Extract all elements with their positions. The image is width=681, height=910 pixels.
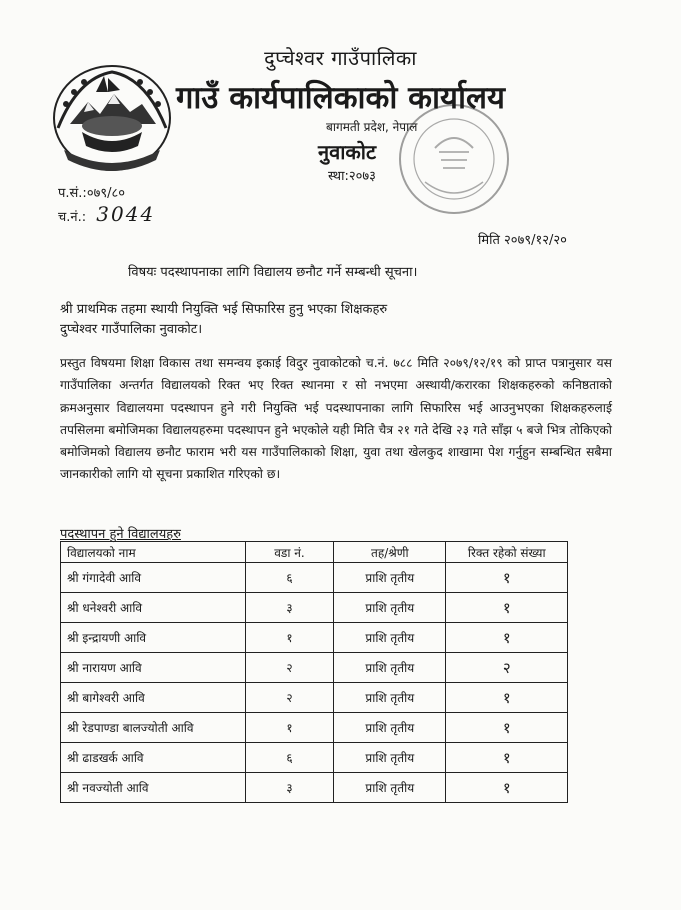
district-name: नुवाकोट <box>318 140 377 164</box>
header-ward-no: वडा नं. <box>245 542 333 563</box>
level: प्राशि तृतीय <box>334 653 446 683</box>
province-label: बागमती प्रदेश, नेपाल <box>326 120 418 134</box>
dispatch-number-handwritten: 3044 <box>96 202 156 226</box>
table-row <box>61 713 568 743</box>
table-row <box>61 563 568 593</box>
school-name: श्री गंगादेवी आवि <box>61 563 246 593</box>
vacancy-count: १ <box>446 713 568 743</box>
level: प्राशि तृतीय <box>334 683 446 713</box>
school-name: श्री ढाडखर्क आवि <box>61 743 246 773</box>
vacancy-count: १ <box>446 593 568 623</box>
dispatch-number <box>58 202 155 226</box>
addressee <box>60 300 387 340</box>
office-name: गाउँ कार्यपालिकाको कार्यालय <box>175 80 506 116</box>
vacancy-count: २ <box>446 653 568 683</box>
level: प्राशि तृतीय <box>334 593 446 623</box>
ward-no: १ <box>245 623 333 653</box>
vacancy-count: १ <box>446 773 568 803</box>
table-header-row <box>61 542 568 563</box>
table-row <box>61 623 568 653</box>
ward-no: २ <box>245 653 333 683</box>
header-vacancy-count: रिक्त रहेको संख्या <box>446 542 568 563</box>
letter-subject: विषयः पदस्थापनाका लागि विद्यालय छनौट गर्ने सम्बन्धी सूचना। <box>128 265 418 280</box>
school-name: श्री धनेश्वरी आवि <box>61 593 246 623</box>
established-year: स्था:२०७३ <box>328 169 376 184</box>
level: प्राशि तृतीय <box>334 713 446 743</box>
level: प्राशि तृतीय <box>334 773 446 803</box>
body-paragraph: प्रस्तुत विषयमा शिक्षा विकास तथा समन्वय इकाई विदुर नुवाकोटको च.नं. ७८८ मिति २०७९/१२/१९ को प्राप्त पत्रानुसार यस गाउँपालिका अन्तर्गत विद्यालयको रिक्त भए रिक्त स्थानमा र सो नभएमा अस्थायी/करारका शिक्षकहरुको कनिष्ठताको क्रमअनुसार विद्यालयमा पदस्थापन हुने गरी नियुक्ति भई पदस्थापनाका लागि सिफारिस भई आउनुभएका शिक्षकहरुलाई तपसिलमा बमोजिमका विद्यालयहरुमा पदस्थापन हुने भएकोले यही मिति चैत्र २१ गते देखि २३ गते साँझ ५ बजे भित्र तोकिएको बमोजिमको विद्यालय छनौट फाराम भरी यस गाउँपालिकाको शिक्षा, युवा तथा खेलकुद शाखामा पेश गर्नुहुन सम्बन्धित सबैमा जानकारीको लागि यो सूचना प्रकाशित गरिएको छ। <box>60 356 612 482</box>
ward-no: ६ <box>245 563 333 593</box>
level: प्राशि तृतीय <box>334 743 446 773</box>
table-row <box>61 593 568 623</box>
ward-no: १ <box>245 713 333 743</box>
school-name: श्री बागेश्वरी आवि <box>61 683 246 713</box>
table-title: पदस्थापन हुने विद्यालयहरु <box>60 527 181 542</box>
ward-no: ६ <box>245 743 333 773</box>
dispatch-label: च.नं.: <box>58 210 87 225</box>
letter-date: मिति २०७९/१२/२० <box>478 233 567 248</box>
school-name: श्री रेडपाण्डा बालज्योती आवि <box>61 713 246 743</box>
vacancy-count: १ <box>446 563 568 593</box>
schools-table <box>60 541 568 803</box>
ward-no: ३ <box>245 773 333 803</box>
school-name: श्री नारायण आवि <box>61 653 246 683</box>
ward-no: २ <box>245 683 333 713</box>
vacancy-count: १ <box>446 743 568 773</box>
level: प्राशि तृतीय <box>334 623 446 653</box>
school-name: श्री इन्द्रायणी आवि <box>61 623 246 653</box>
table-row <box>61 773 568 803</box>
vacancy-count: १ <box>446 683 568 713</box>
table-row <box>61 683 568 713</box>
addressee-line-2: दुप्चेश्वर गाउँपालिका नुवाकोट। <box>60 322 203 337</box>
header-level: तह/श्रेणी <box>334 542 446 563</box>
table-row <box>61 653 568 683</box>
school-name: श्री नवज्योती आवि <box>61 773 246 803</box>
ward-no: ३ <box>245 593 333 623</box>
municipality-name: दुप्चेश्वर गाउँपालिका <box>264 46 417 70</box>
addressee-line-1: श्री प्राथमिक तहमा स्थायी नियुक्ति भई सिफारिस हुनु भएका शिक्षकहरु <box>60 302 388 317</box>
reference-number: प.सं.:०७९/८० <box>58 186 125 201</box>
table-row <box>61 743 568 773</box>
level: प्राशि तृतीय <box>334 563 446 593</box>
header-school-name: विद्यालयको नाम <box>61 542 246 563</box>
vacancy-count: १ <box>446 623 568 653</box>
